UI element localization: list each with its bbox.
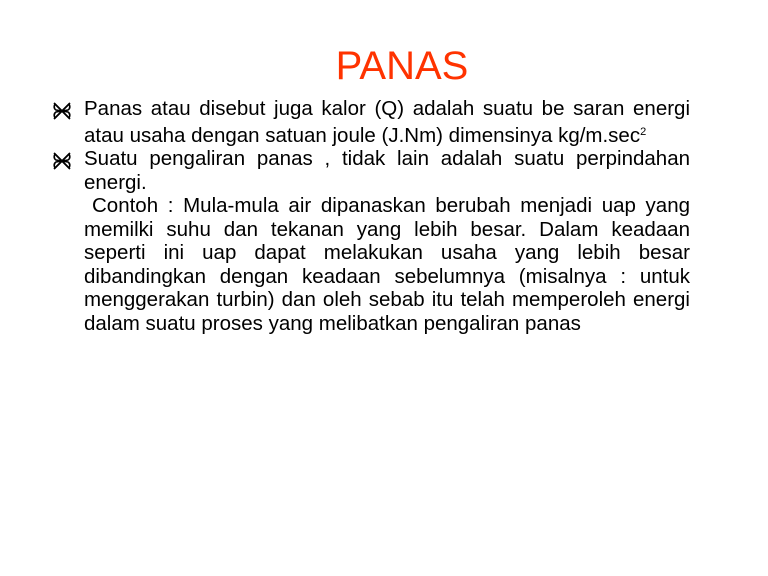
bullet-superscript-1: 2 xyxy=(640,125,647,138)
bullet-text-1: Panas atau disebut juga kalor (Q) adalah suatu be saran energi atau usaha dengan satuan joule (J.Nm) dimensinya kg/m.sec xyxy=(84,97,690,147)
bullet-item-1 xyxy=(48,97,690,147)
bullet-text-2: Suatu pengaliran panas , tidak lain adalah suatu perpindahan energi. xyxy=(84,147,690,194)
fleuron-bullet-icon xyxy=(52,151,72,171)
example-paragraph xyxy=(48,194,690,335)
bullet-item-2 xyxy=(48,147,690,194)
slide-body xyxy=(48,97,690,335)
slide-title: PANAS xyxy=(335,44,469,88)
fleuron-bullet-icon xyxy=(52,101,72,121)
example-text: Contoh : Mula-mula air dipanaskan berubah menjadi uap yang memilki suhu dan tekanan yang lebih besar. Dalam keadaan seperti ini uap dapat melakukan usaha yang lebih besar dibandingkan dengan keadaan sebelumnya (misalnya : untuk menggerakan turbin) dan oleh sebab itu telah memperoleh energi dalam suatu proses yang melibatkan pengaliran panas xyxy=(84,194,690,335)
